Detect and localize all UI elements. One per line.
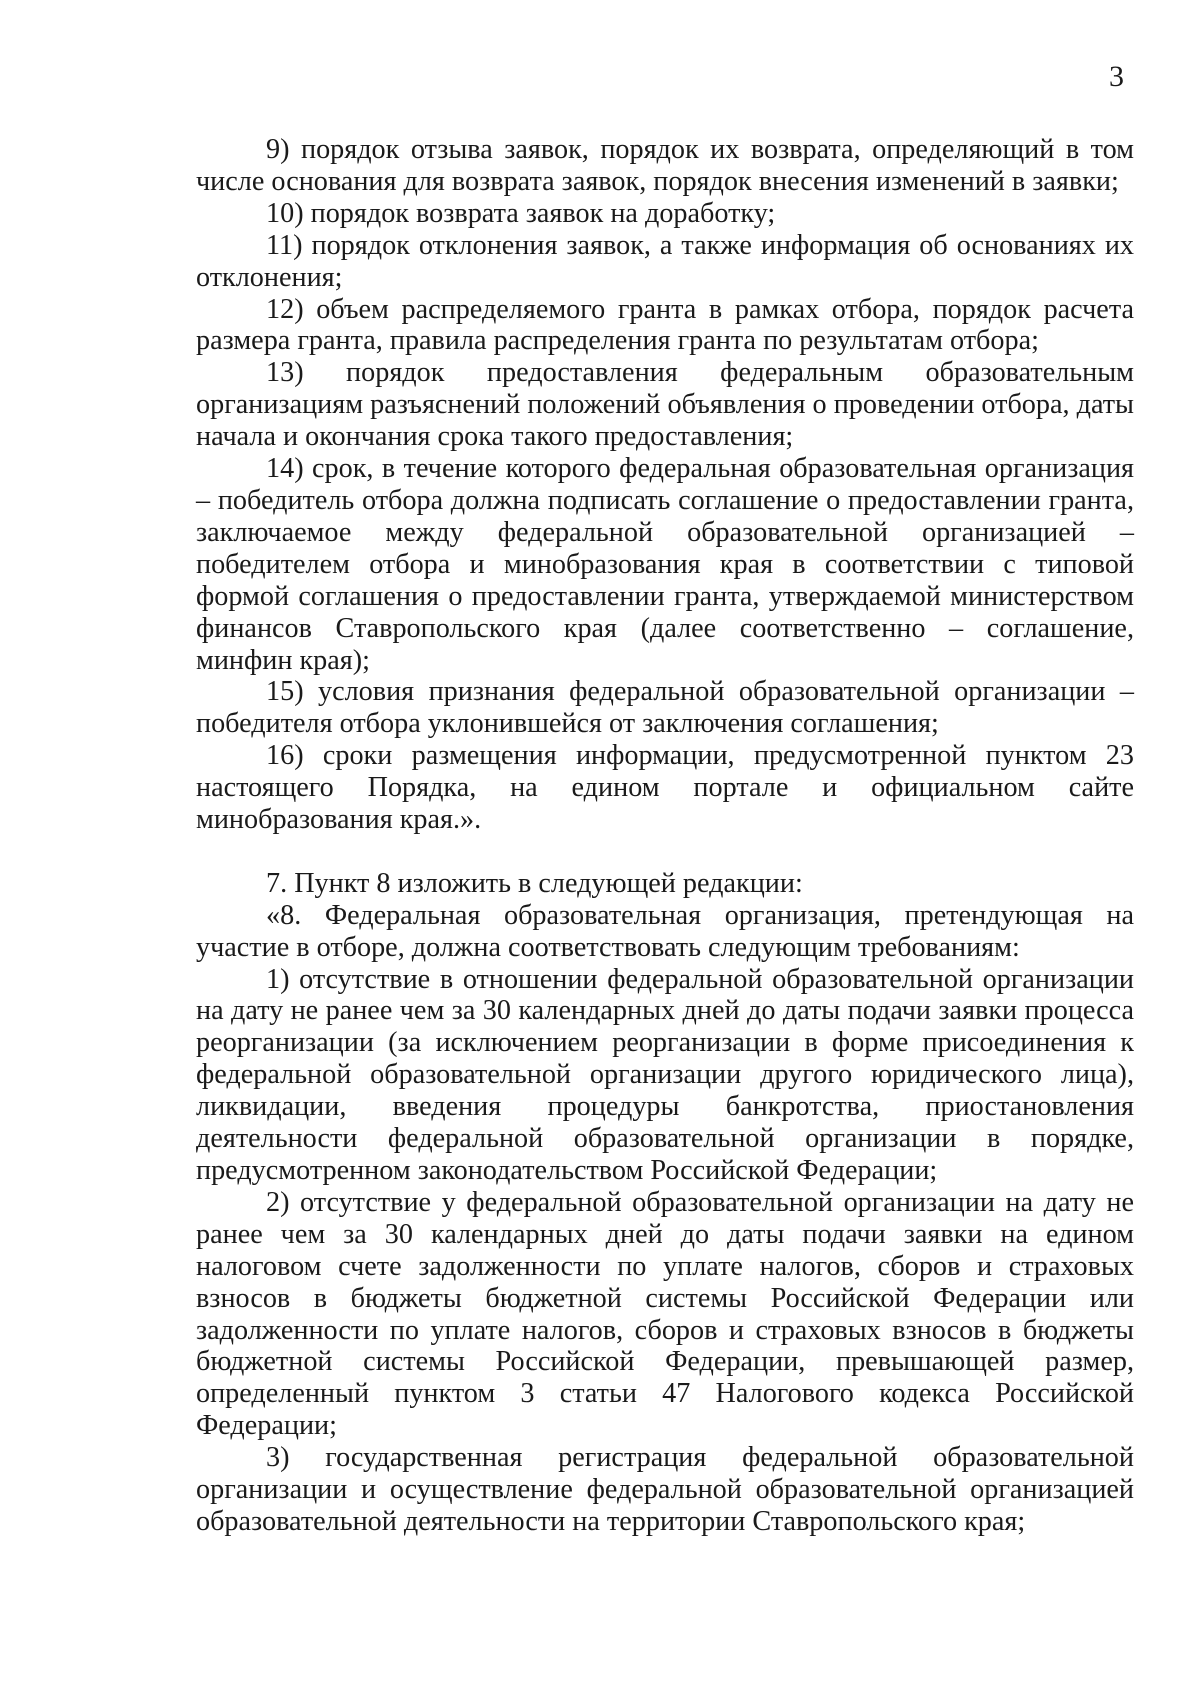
paragraph-requirement-1: 1) отсутствие в отношении федеральной образовательной организации на дату не ранее чем за 30 календарных дней до даты подачи заявки процесса реорганизации (за исключением реорганизации в форме присоединения к федеральной образовательной организации другого юридического лица), ликвидации, введения процедуры банкротства, приостановления деятельности федеральной образовательной организации в порядке, предусмотренном законодательством Российской Федерации; bbox=[196, 963, 1134, 1186]
paragraph-requirement-3: 3) государственная регистрация федеральной образовательной организации и осуществление федеральной образовательной организацией образовательной деятельности на территории Ставропольского края; bbox=[196, 1442, 1134, 1537]
paragraph-item-15: 15) условия признания федеральной образовательной организации – победителя отбора уклонившейся от заключения соглашения; bbox=[196, 676, 1134, 740]
paragraph-item-12: 12) объем распределяемого гранта в рамках отбора, порядок расчета размера гранта, правила распределения гранта по результатам отбора; bbox=[196, 293, 1134, 357]
paragraph-item-11: 11) порядок отклонения заявок, а также информация об основаниях их отклонения; bbox=[196, 229, 1134, 293]
paragraph-section-7: 7. Пункт 8 изложить в следующей редакции: bbox=[266, 867, 803, 899]
paragraph-item-16: 16) сроки размещения информации, предусмотренной пунктом 23 настоящего Порядка, на едином портале и официальном сайте минобразования края.». bbox=[196, 740, 1134, 836]
paragraph-requirement-2: 2) отсутствие у федеральной образовательной организации на дату не ранее чем за 30 календарных дней до даты подачи заявки на едином налоговом счете задолженности по уплате налогов, сборов и страховых взносов в бюджеты бюджетной системы Российской Федерации или задолженности по уплате налогов, сборов и страховых взносов в бюджеты бюджетной системы Российской Федерации, превышающей размер, определенный пунктом 3 статьи 47 Налогового кодекса Российской Федерации; bbox=[196, 1186, 1134, 1442]
paragraph-item-14: 14) срок, в течение которого федеральная образовательная организация – победитель отбора должна подписать соглашение о предоставлении гранта, заключаемое между федеральной образовательной организацией – победителем отбора и минобразования края в соответствии с типовой формой соглашения о предоставлении гранта, утверждаемой министерством финансов Ставропольского края (далее соответственно – соглашение, минфин края); bbox=[196, 453, 1134, 676]
paragraph-item-10: 10) порядок возврата заявок на доработку; bbox=[266, 197, 776, 229]
paragraph-item-13: 13) порядок предоставления федеральным образовательным организациям разъяснений положений объявления о проведении отбора, даты начала и окончания срока такого предоставления; bbox=[196, 357, 1134, 453]
page-number: 3 bbox=[1109, 60, 1124, 93]
paragraph-item-9: 9) порядок отзыва заявок, порядок их возврата, определяющий в том числе основания для возврата заявок, порядок внесения изменений в заявки; bbox=[196, 134, 1134, 197]
document-body bbox=[196, 134, 1134, 1538]
paragraph-clause-8: «8. Федеральная образовательная организация, претендующая на участие в отборе, должна соответствовать следующим требованиям: bbox=[196, 899, 1134, 963]
